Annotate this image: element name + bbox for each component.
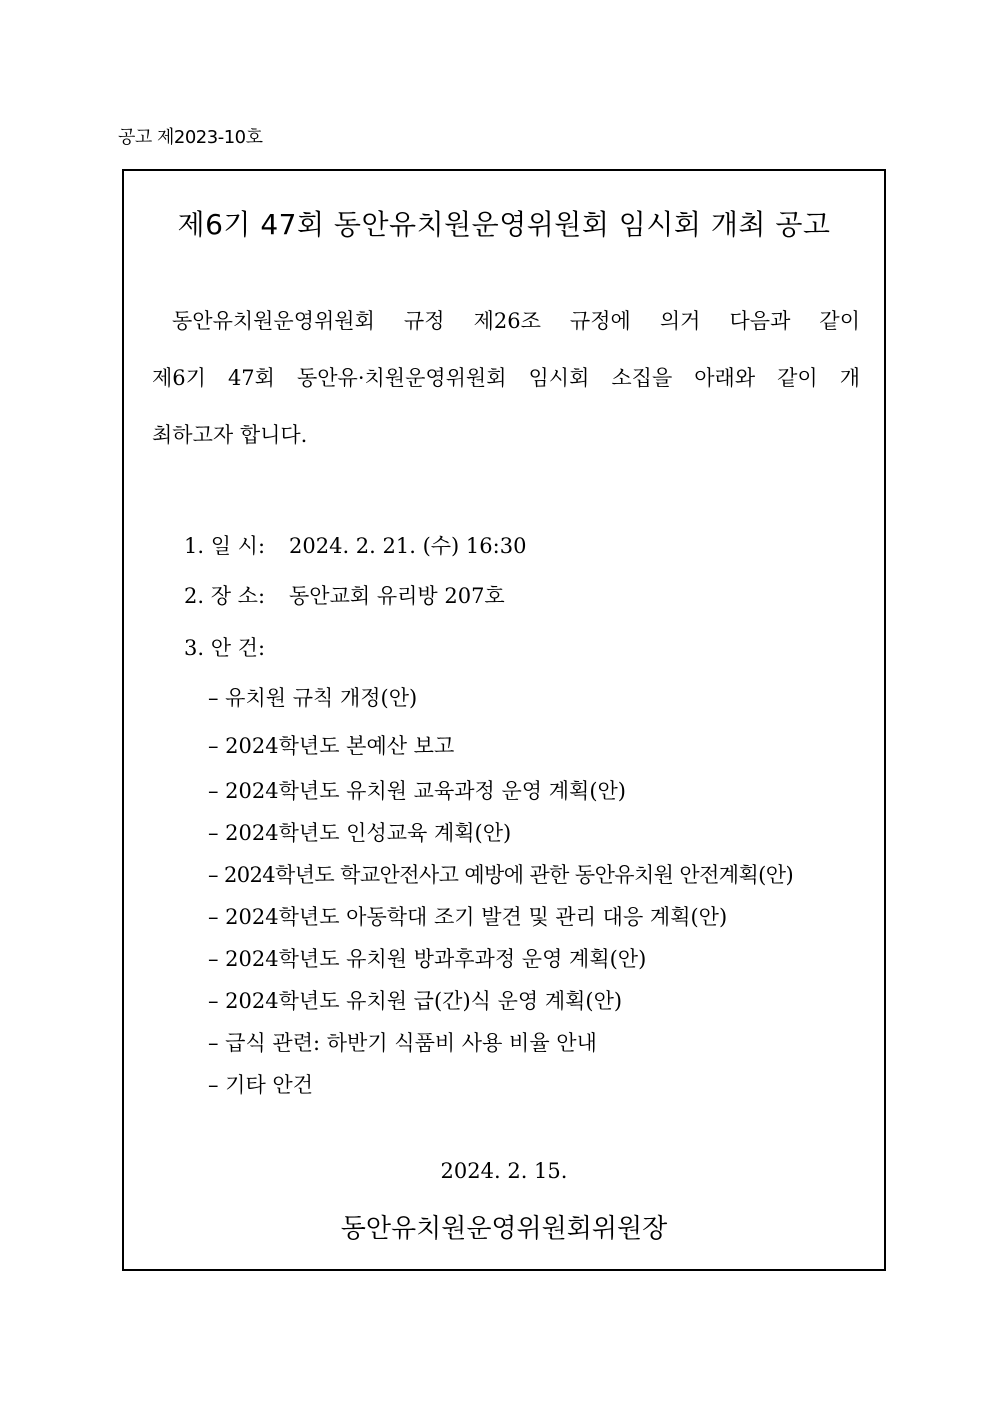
notice-frame: [122, 169, 886, 1271]
datetime-label: 1. 일 시:: [184, 534, 266, 558]
place-value: 동안교회 유리방 207호: [289, 584, 505, 608]
place-row: [184, 582, 505, 610]
datetime-value: 2024. 2. 21. (수) 16:30: [289, 534, 527, 558]
agenda-item: – 2024학년도 학교안전사고 예방에 관한 동안유치원 안전계획(안): [208, 863, 794, 887]
agenda-item: – 2024학년도 유치원 방과후과정 운영 계획(안): [208, 947, 647, 971]
agenda-row: [184, 634, 289, 662]
agenda-item: – 2024학년도 아동학대 조기 발견 및 관리 대응 계획(안): [208, 905, 728, 929]
notice-number: 공고 제2023-10호: [118, 127, 263, 148]
agenda-item: – 2024학년도 유치원 급(간)식 운영 계획(안): [208, 989, 623, 1013]
agenda-item: – 유치원 규칙 개정(안): [208, 686, 418, 710]
agenda-label: 3. 안 건:: [184, 636, 266, 660]
signature: 동안유치원운영위원회위원장: [340, 1214, 668, 1244]
agenda-item: – 급식 관련: 하반기 식품비 사용 비율 안내: [208, 1031, 597, 1055]
intro-line-3: 최하고자 합니다.: [152, 423, 308, 447]
agenda-item: – 2024학년도 유치원 교육과정 운영 계획(안): [208, 779, 626, 803]
datetime-row: [184, 532, 526, 560]
agenda-item: – 2024학년도 인성교육 계획(안): [208, 821, 512, 845]
intro-line-1: 동안유치원운영위원회 규정 제26조 규정에 의거 다음과 같이: [172, 309, 860, 333]
notice-title: 제6기 47회 동안유치원운영위원회 임시회 개최 공고: [177, 208, 831, 241]
notice-date: 2024. 2. 15.: [440, 1159, 568, 1183]
intro-line-2: 제6기 47회 동안유·치원운영위원회 임시회 소집을 아래와 같이 개: [152, 366, 860, 390]
agenda-item: – 기타 안건: [208, 1073, 313, 1097]
agenda-item: – 2024학년도 본예산 보고: [208, 734, 455, 758]
place-label: 2. 장 소:: [184, 584, 266, 608]
